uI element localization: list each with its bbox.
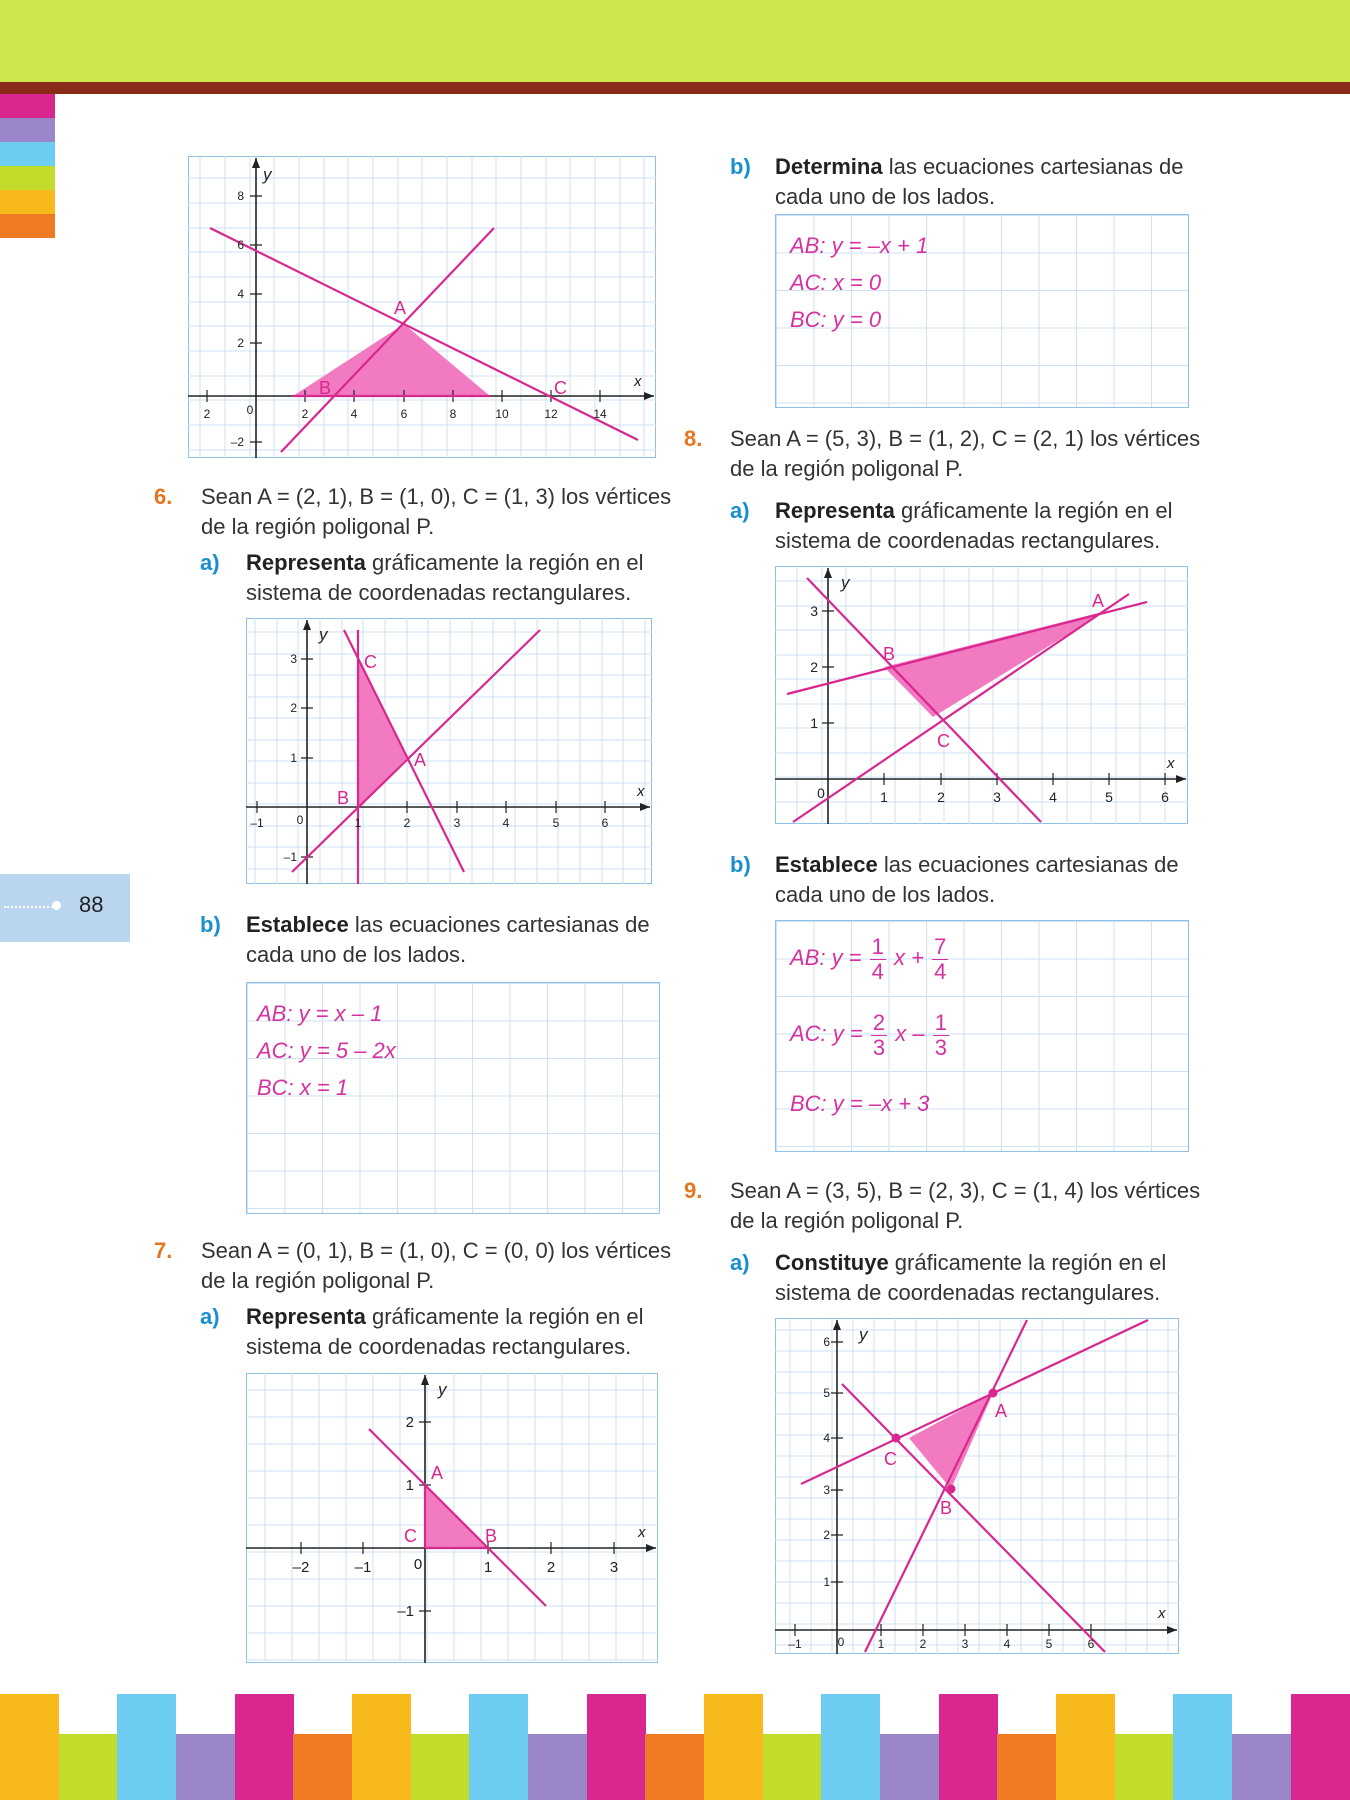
- graph-ex9: [775, 1318, 1179, 1654]
- graph-ex8: [775, 566, 1188, 824]
- tick-label: 6: [400, 407, 408, 421]
- answer-part: AC: y =: [790, 1021, 863, 1046]
- statement-line: de la región poligonal P.: [730, 456, 964, 481]
- tick-label: 2: [546, 1559, 556, 1576]
- item-verb: Constituye: [775, 1250, 889, 1275]
- tick-label: 5: [823, 1386, 830, 1400]
- item-verb: Establece: [246, 912, 349, 937]
- tick-label: 6: [823, 1335, 830, 1349]
- tick-label: 2: [919, 1637, 927, 1651]
- tick-label: 4: [237, 287, 244, 301]
- exercise-number: 6.: [154, 484, 173, 509]
- fraction: [933, 1011, 949, 1060]
- footer-stripe: [411, 1734, 470, 1800]
- footer-stripe: [1173, 1694, 1232, 1800]
- item-verb: Establece: [775, 852, 878, 877]
- color-tab: [0, 214, 55, 238]
- vertex-label: C: [364, 652, 377, 672]
- tick-label: –1: [788, 1637, 802, 1651]
- footer-stripe: [528, 1734, 587, 1800]
- item-verb: Determina: [775, 154, 883, 179]
- statement-line: Sean A = (0, 1), B = (1, 0), C = (0, 0) los vértices: [201, 1238, 672, 1263]
- vertex-label: B: [319, 378, 332, 398]
- tick-label: 6: [1087, 1637, 1095, 1651]
- footer-stripe: [1115, 1734, 1174, 1800]
- tick-label: 1: [880, 789, 888, 805]
- tick-label: 1: [810, 715, 818, 731]
- answer-line: AB: y = –x + 1: [790, 233, 929, 258]
- numerator: 1: [871, 933, 884, 959]
- header-band: [0, 0, 1350, 82]
- item-text: las ecuaciones cartesianas de: [348, 912, 650, 937]
- item-text: gráficamente la región en el: [894, 498, 1173, 523]
- tick-label: 2: [237, 336, 244, 350]
- y-axis-label: y: [319, 625, 328, 644]
- tick-label: 6: [237, 238, 244, 252]
- tick-label: 1: [354, 816, 362, 830]
- tick-label: –2: [230, 435, 244, 449]
- footer-stripe: [117, 1694, 176, 1800]
- x-axis-label: x: [1158, 1605, 1166, 1622]
- answer-grid-ex6: [246, 982, 660, 1214]
- statement-line: de la región poligonal P.: [201, 514, 435, 539]
- item-text: las ecuaciones cartesianas de: [882, 154, 1184, 179]
- footer-stripe: [1291, 1694, 1350, 1800]
- answer-line: AC: y = 5 – 2x: [257, 1038, 396, 1063]
- answer-line: AB: y = x – 1: [257, 1001, 383, 1026]
- answer-line: BC: y = –x + 3: [790, 1091, 930, 1116]
- item-label: b): [730, 154, 751, 179]
- tick-label: 1: [483, 1559, 493, 1576]
- tick-label: 1: [877, 1637, 885, 1651]
- item-text: gráficamente la región en el: [888, 1250, 1167, 1275]
- answer-line: AC: x = 0: [790, 270, 882, 295]
- footer-stripe: [704, 1694, 763, 1800]
- footer-stripe: [0, 1694, 59, 1800]
- footer-stripe: [1232, 1734, 1291, 1800]
- x-axis-label: x: [638, 1524, 646, 1541]
- tick-label: 5: [1045, 1637, 1053, 1651]
- tick-label: 2: [937, 789, 945, 805]
- footer-stripe: [880, 1734, 939, 1800]
- x-axis-label: x: [637, 783, 645, 800]
- tick-label: –2: [292, 1559, 310, 1576]
- vertex-label: B: [940, 1498, 953, 1518]
- tick-label: 3: [453, 816, 461, 830]
- footer-stripe: [645, 1734, 704, 1800]
- denominator: 3: [872, 1034, 886, 1060]
- color-tab: [0, 166, 55, 190]
- vertex-label: C: [884, 1449, 897, 1469]
- tick-label: 3: [961, 1637, 969, 1651]
- item-text: gráficamente la región en el: [365, 550, 644, 575]
- vertex-label: C: [937, 731, 950, 751]
- footer-stripes: [0, 1694, 1350, 1800]
- item-text: sistema de coordenadas rectangulares.: [775, 1280, 1161, 1305]
- footer-stripe: [235, 1694, 294, 1800]
- tick-label: 8: [449, 407, 457, 421]
- tick-label: 4: [350, 407, 358, 421]
- vertex-label: A: [394, 298, 407, 318]
- tick-label: 2: [405, 1414, 414, 1431]
- answer-line: [790, 1003, 951, 1065]
- y-axis-label: y: [263, 165, 272, 184]
- tick-label: 4: [502, 816, 510, 830]
- answer-grid-ex8: [775, 920, 1189, 1152]
- denominator: 4: [871, 958, 884, 984]
- tick-label: 1: [405, 1477, 414, 1494]
- numerator: 7: [934, 933, 947, 959]
- item-label: a): [200, 550, 220, 575]
- item-label: a): [200, 1304, 220, 1329]
- graph-ex5: [188, 156, 656, 458]
- leader-dot: [52, 901, 61, 910]
- tick-label: 1: [823, 1575, 830, 1589]
- tick-label: 3: [609, 1559, 619, 1576]
- y-axis-label: y: [438, 1380, 447, 1399]
- answer-part: AB: y =: [790, 945, 862, 970]
- vertex-label: A: [1092, 591, 1105, 611]
- tick-label: 2: [290, 701, 297, 715]
- footer-stripe: [939, 1694, 998, 1800]
- item-text: cada uno de los lados.: [775, 882, 996, 907]
- footer-stripe: [1056, 1694, 1115, 1800]
- vertex-label: A: [431, 1463, 444, 1483]
- tick-label: 4: [1003, 1637, 1011, 1651]
- graph-ex6: [246, 618, 652, 884]
- item-label: b): [200, 912, 221, 937]
- dotted-leader: [4, 906, 56, 908]
- tick-label: 6: [601, 816, 609, 830]
- vertex-label: A: [414, 750, 427, 770]
- color-tab: [0, 142, 55, 166]
- color-tab: [0, 118, 55, 142]
- tick-label: 5: [1105, 789, 1113, 805]
- statement-line: de la región poligonal P.: [730, 1208, 964, 1233]
- statement-line: Sean A = (3, 5), B = (2, 3), C = (1, 4) los vértices: [730, 1178, 1201, 1203]
- denominator: 4: [934, 958, 947, 984]
- exercise-number: 7.: [154, 1238, 173, 1263]
- exercise-number: 8.: [684, 426, 703, 451]
- statement-line: Sean A = (2, 1), B = (1, 0), C = (1, 3) los vértices: [201, 484, 672, 509]
- tick-label: 10: [495, 407, 509, 421]
- color-tab: [0, 94, 55, 118]
- tick-label: 14: [593, 407, 607, 421]
- tick-label: 2: [823, 1528, 830, 1542]
- tick-label: 2: [403, 816, 411, 830]
- vertex-label: B: [485, 1526, 498, 1546]
- footer-stripe: [587, 1694, 646, 1800]
- footer-stripe: [763, 1734, 822, 1800]
- tick-label: 2: [810, 659, 818, 675]
- tick-label: 3: [823, 1483, 830, 1497]
- fraction: [932, 935, 948, 984]
- tick-label: 0: [246, 403, 254, 417]
- footer-stripe: [59, 1734, 118, 1800]
- graph-ex7: [246, 1373, 658, 1663]
- tick-label: 0: [413, 1556, 423, 1573]
- footer-stripe: [352, 1694, 411, 1800]
- tick-label: –1: [250, 816, 264, 830]
- x-axis-label: x: [1167, 755, 1175, 772]
- item-verb: Representa: [246, 1304, 366, 1329]
- tick-label: –1: [283, 850, 297, 864]
- fraction: [870, 935, 886, 984]
- item-text: sistema de coordenadas rectangulares.: [775, 528, 1161, 553]
- tick-label: 8: [237, 189, 244, 203]
- tick-label: 2: [203, 407, 211, 421]
- tick-label: 1: [290, 751, 297, 765]
- header-rule: [0, 82, 1350, 94]
- answer-line: BC: x = 1: [257, 1075, 349, 1100]
- answer-part: x +: [894, 945, 925, 970]
- item-text: sistema de coordenadas rectangulares.: [246, 1334, 632, 1359]
- footer-stripe: [293, 1734, 352, 1800]
- tick-label: 3: [993, 789, 1001, 805]
- tick-label: 4: [823, 1431, 830, 1445]
- item-label: a): [730, 498, 750, 523]
- item-text: las ecuaciones cartesianas de: [877, 852, 1179, 877]
- tick-label: 3: [290, 652, 297, 666]
- numerator: 1: [934, 1009, 947, 1035]
- footer-stripe: [469, 1694, 528, 1800]
- statement-line: de la región poligonal P.: [201, 1268, 435, 1293]
- vertex-point: [892, 1434, 901, 1443]
- tick-label: 6: [1161, 789, 1169, 805]
- tick-label: 4: [1049, 789, 1057, 805]
- x-axis-label: x: [634, 373, 642, 390]
- item-text: cada uno de los lados.: [246, 942, 467, 967]
- denominator: 3: [934, 1034, 947, 1060]
- footer-stripe: [997, 1734, 1056, 1800]
- vertex-point: [989, 1389, 998, 1398]
- tick-label: 12: [544, 407, 558, 421]
- tick-label: 5: [552, 816, 560, 830]
- item-text: sistema de coordenadas rectangulares.: [246, 580, 632, 605]
- vertex-point: [947, 1485, 956, 1494]
- page-number: 88: [79, 892, 104, 917]
- numerator: 2: [872, 1009, 886, 1035]
- fraction: [871, 1011, 887, 1060]
- y-axis-label: y: [841, 573, 850, 592]
- color-tab: [0, 190, 55, 214]
- answer-grid-ex7: [775, 214, 1189, 408]
- tick-label: –1: [354, 1559, 372, 1576]
- exercise-number: 9.: [684, 1178, 703, 1203]
- tick-label: 0: [296, 813, 304, 827]
- item-verb: Representa: [246, 550, 366, 575]
- tick-label: 0: [837, 1635, 845, 1649]
- item-text: gráficamente la región en el: [365, 1304, 644, 1329]
- tick-label: 3: [810, 603, 818, 619]
- item-label: b): [730, 852, 751, 877]
- item-verb: Representa: [775, 498, 895, 523]
- footer-stripe: [176, 1734, 235, 1800]
- vertex-label: A: [995, 1401, 1008, 1421]
- answer-part: x –: [895, 1021, 925, 1046]
- tick-label: 2: [301, 407, 309, 421]
- vertex-label: B: [883, 644, 896, 664]
- vertex-label: C: [404, 1526, 417, 1546]
- item-label: a): [730, 1250, 750, 1275]
- statement-line: Sean A = (5, 3), B = (1, 2), C = (2, 1) los vértices: [730, 426, 1201, 451]
- vertex-label: C: [554, 378, 567, 398]
- item-text: cada uno de los lados.: [775, 184, 996, 209]
- y-axis-label: y: [859, 1325, 868, 1344]
- tick-label: 0: [817, 785, 825, 801]
- answer-line: [790, 927, 950, 989]
- vertex-label: B: [337, 788, 350, 808]
- footer-stripe: [821, 1694, 880, 1800]
- tick-label: –1: [397, 1603, 414, 1620]
- answer-line: BC: y = 0: [790, 307, 882, 332]
- page-number-box: [0, 874, 130, 942]
